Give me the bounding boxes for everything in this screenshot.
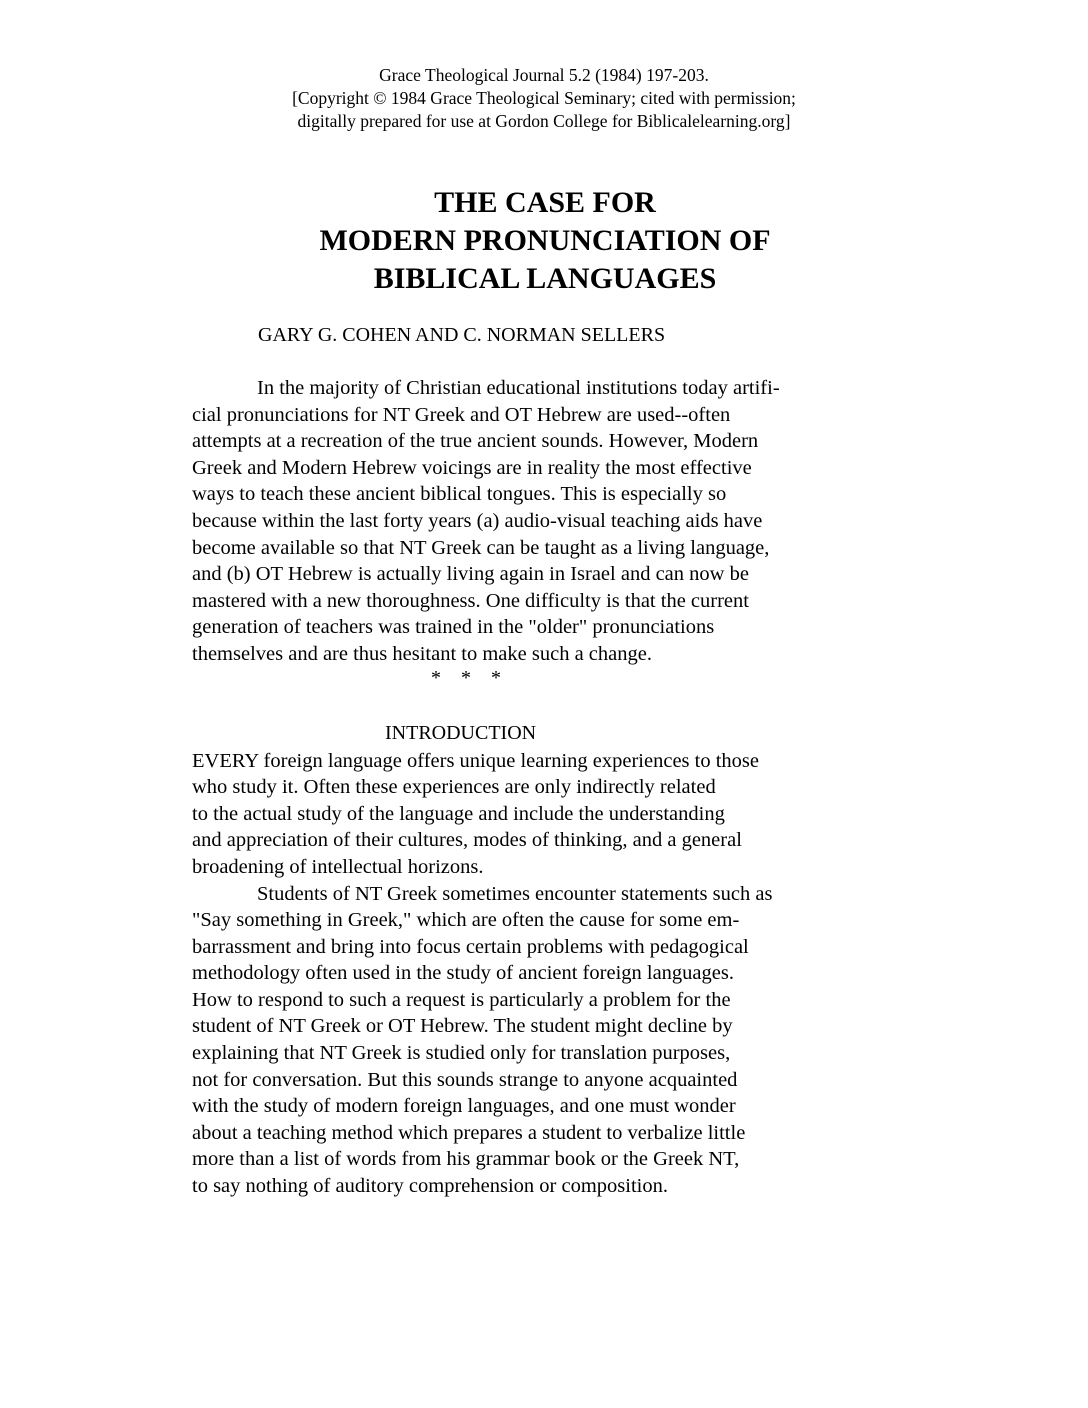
paragraph-line: broadening of intellectual horizons. <box>192 856 484 878</box>
section-heading: INTRODUCTION <box>385 722 537 744</box>
abstract-line: cial pronunciations for NT Greek and OT Hebrew are used--often <box>192 404 731 426</box>
abstract-line: mastered with a new thoroughness. One difficulty is that the current <box>192 590 749 612</box>
article-authors: GARY G. COHEN AND C. NORMAN SELLERS <box>258 324 666 346</box>
paragraph-line: to the actual study of the language and include the understanding <box>192 803 725 825</box>
paragraph-line: with the study of modern foreign languages, and one must wonder <box>192 1095 736 1117</box>
abstract-line: attempts at a recreation of the true ancient sounds. However, Modern <box>192 430 759 452</box>
abstract-line: because within the last forty years (a) audio-visual teaching aids have <box>192 510 763 532</box>
paragraph-line: about a teaching method which prepares a student to verbalize little <box>192 1122 746 1144</box>
paragraph-line: explaining that NT Greek is studied only for translation purposes, <box>192 1042 731 1064</box>
abstract-line: In the majority of Christian educational institutions today artifi- <box>257 377 780 399</box>
article-title <box>195 184 895 298</box>
paragraph-line: more than a list of words from his grammar book or the Greek NT, <box>192 1148 740 1170</box>
paragraph-line: to say nothing of auditory comprehension or composition. <box>192 1175 668 1197</box>
paragraph-line: barrassment and bring into focus certain problems with pedagogical <box>192 936 749 958</box>
abstract-line: themselves and are thus hesitant to make such a change. <box>192 643 652 665</box>
abstract-line: generation of teachers was trained in the "older" pronunciations <box>192 616 715 638</box>
paragraph-line: EVERY foreign language offers unique learning experiences to those <box>192 750 759 772</box>
paragraph-line: "Say something in Greek," which are often the cause for some em- <box>192 909 740 931</box>
citation-line: Grace Theological Journal 5.2 (1984) 197-203. <box>379 65 709 85</box>
copyright-line: [Copyright © 1984 Grace Theological Seminary; cited with permission; <box>292 88 796 108</box>
title-line: MODERN PRONUNCIATION OF <box>319 224 771 257</box>
abstract-line: become available so that NT Greek can be taught as a living language, <box>192 537 770 559</box>
title-line: THE CASE FOR <box>434 186 656 219</box>
title-line: BIBLICAL LANGUAGES <box>373 262 717 295</box>
digitization-line: digitally prepared for use at Gordon College for Biblicalelearning.org] <box>297 111 791 131</box>
paragraph-line: and appreciation of their cultures, modes of thinking, and a general <box>192 829 742 851</box>
paragraph-line: How to respond to such a request is particularly a problem for the <box>192 989 731 1011</box>
paragraph-line: student of NT Greek or OT Hebrew. The student might decline by <box>192 1015 733 1037</box>
paragraph-line: methodology often used in the study of ancient foreign languages. <box>192 962 734 984</box>
paragraph-line: not for conversation. But this sounds strange to anyone acquainted <box>192 1069 738 1091</box>
abstract-line: Greek and Modern Hebrew voicings are in reality the most effective <box>192 457 752 479</box>
abstract-line: ways to teach these ancient biblical tongues. This is especially so <box>192 483 727 505</box>
section-separator: * * * <box>431 667 501 689</box>
citation-header <box>194 64 894 133</box>
paragraph-line: Students of NT Greek sometimes encounter statements such as <box>257 883 773 905</box>
abstract-line: and (b) OT Hebrew is actually living again in Israel and can now be <box>192 563 749 585</box>
paragraph-line: who study it. Often these experiences are only indirectly related <box>192 776 716 798</box>
